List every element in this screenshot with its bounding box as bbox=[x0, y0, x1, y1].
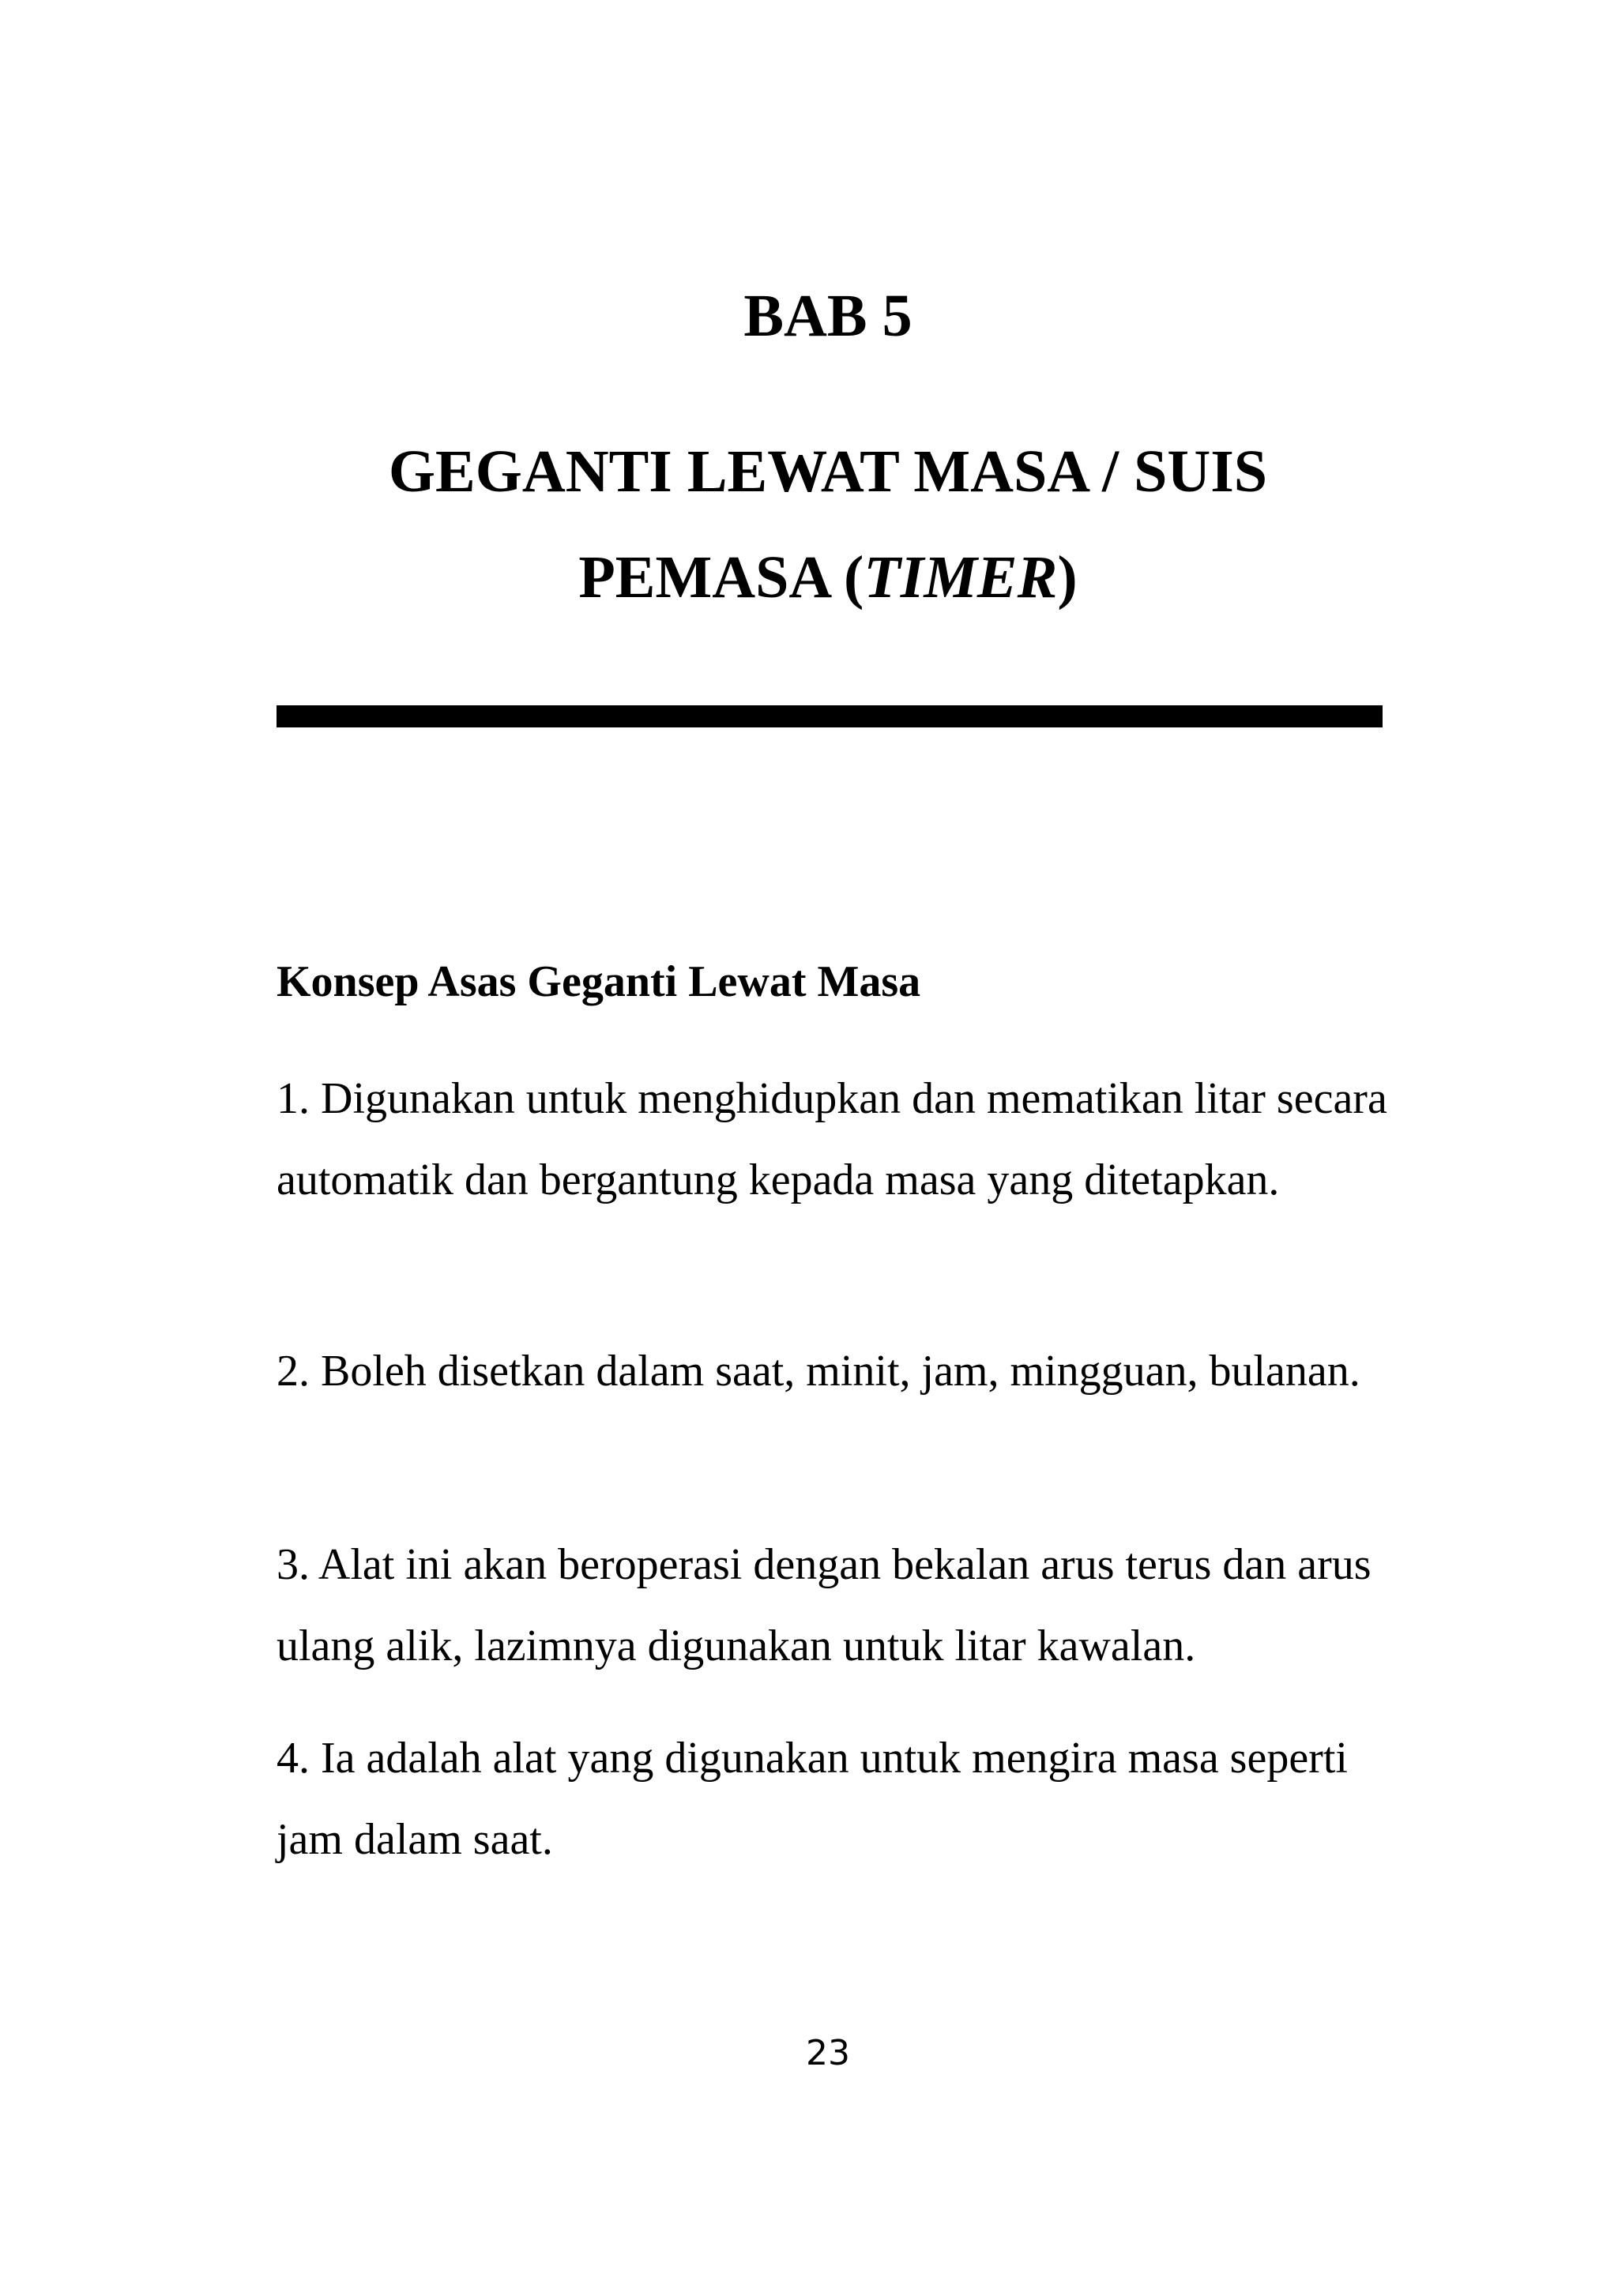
chapter-number: BAB 5 bbox=[743, 283, 912, 349]
paragraph-3: 3. Alat ini akan beroperasi dengan bekalan arus terus dan arus ulang alik, lazimnya digunakan untuk litar kawalan. bbox=[277, 1540, 1372, 1670]
paragraph-4: 4. Ia adalah alat yang digunakan untuk mengira masa seperti jam dalam saat. bbox=[277, 1734, 1348, 1864]
chapter-title-line-1: GEGANTI LEWAT MASA / SUIS bbox=[388, 438, 1268, 505]
paragraph-2: 2. Boleh disetkan dalam saat, minit, jam, mingguan, bulanan. bbox=[277, 1347, 1360, 1396]
chapter-title-line-2-prefix: PEMASA ( bbox=[578, 544, 864, 611]
chapter-title bbox=[277, 419, 1379, 630]
paragraph-1: 1. Digunakan untuk menghidupkan dan mematikan litar secara automatik dan bergantung kepada masa yang ditetapkan. bbox=[277, 1074, 1387, 1204]
chapter-title-line-2-suffix: ) bbox=[1057, 544, 1078, 611]
chapter-title-line-2-italic: TIMER bbox=[864, 544, 1058, 611]
section-heading: Konsep Asas Geganti Lewat Masa bbox=[277, 957, 921, 1006]
horizontal-rule-divider bbox=[277, 705, 1383, 727]
page-number: 23 bbox=[806, 2033, 850, 2073]
